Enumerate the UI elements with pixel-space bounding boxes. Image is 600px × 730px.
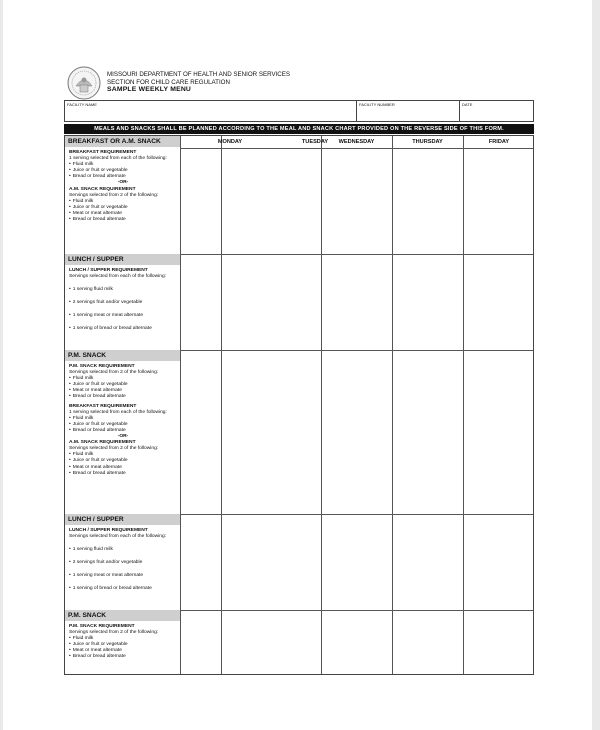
requirement-title: BREAKFAST REQUIREMENT <box>69 403 137 409</box>
section-heading: LUNCH / SUPPER <box>65 514 180 525</box>
section-breakfast-am-snack <box>65 136 180 254</box>
section-lunch-supper <box>65 254 180 350</box>
instruction-banner: MEALS AND SNACKS SHALL BE PLANNED ACCORDING TO THE MEAL AND SNACK CHART PROVIDED ON THE REVERSE SIDE OF THIS FORM. <box>64 124 534 134</box>
section-heading: P.M. SNACK <box>65 610 180 621</box>
section-heading: P.M. SNACK <box>65 350 180 361</box>
requirement-title: LUNCH / SUPPER REQUIREMENT <box>69 528 148 533</box>
list-item: • 2 servings fruit and/or vegetable <box>69 560 177 566</box>
or-separator: -OR- <box>117 434 129 440</box>
day-header-friday: FRIDAY <box>488 139 510 145</box>
section-heading: BREAKFAST OR A.M. SNACK <box>65 136 180 147</box>
requirement-title: P.M. SNACK REQUIREMENT <box>69 364 135 369</box>
requirement-text: Servings selected from each of the following: <box>69 534 167 540</box>
state-seal-icon <box>67 66 101 100</box>
department-name: MISSOURI DEPARTMENT OF HEALTH AND SENIOR SERVICES <box>107 71 291 78</box>
facility-number-label: FACILITY NUMBER <box>359 102 395 107</box>
list-item: • Fluid milk <box>69 452 177 458</box>
list-item: • Juice or fruit or vegetable <box>69 422 177 428</box>
list-item: • Bread or bread alternate <box>69 174 177 180</box>
list-item: • Bread or bread alternate <box>69 217 177 223</box>
list-item: • Meat or meat alternate <box>69 211 177 217</box>
grid-divider <box>392 136 393 674</box>
list-item: • Bread or bread alternate <box>69 428 177 434</box>
list-item: • Meat or meat alternate <box>69 388 177 394</box>
grid-divider <box>180 136 181 674</box>
date-label: DATE <box>462 102 473 107</box>
day-header-thursday: THURSDAY <box>412 139 443 145</box>
menu-form-page <box>3 0 592 730</box>
facility-number-field[interactable] <box>357 101 460 121</box>
requirement-text: 1 serving selected from each of the following: <box>69 156 167 162</box>
grid-divider <box>321 136 322 674</box>
section-pm-snack <box>65 350 180 514</box>
list-item: • Fluid milk <box>69 199 177 205</box>
day-header-wednesday: WEDNESDAY <box>338 139 375 145</box>
facility-info-row <box>64 100 534 122</box>
requirement-title: P.M. SNACK REQUIREMENT <box>69 624 135 629</box>
date-field[interactable] <box>460 101 535 121</box>
list-item: • 1 serving of bread or bread alternate <box>69 326 177 332</box>
page-title: SAMPLE WEEKLY MENU <box>107 86 192 94</box>
list-item: • Juice or fruit or vegetable <box>69 642 177 648</box>
form-header <box>107 71 290 94</box>
list-item: • 1 serving of bread or bread alternate <box>69 586 177 592</box>
day-header-monday: MONDAY <box>217 139 243 145</box>
list-item: • Bread or bread alternate <box>69 654 177 660</box>
requirement-title: A.M. SNACK REQUIREMENT <box>69 440 136 446</box>
list-item: • 1 serving fluid milk <box>69 547 177 553</box>
or-separator: -OR- <box>117 180 129 186</box>
list-item: • 2 servings fruit and/or vegetable <box>69 300 177 306</box>
list-item: • 1 serving fluid milk <box>69 287 177 293</box>
requirement-title: LUNCH / SUPPER REQUIREMENT <box>69 268 148 273</box>
list-item: • Bread or bread alternate <box>69 471 177 477</box>
section-heading: LUNCH / SUPPER <box>65 254 180 265</box>
list-item: • Juice or fruit or vegetable <box>69 458 177 464</box>
day-header-tuesday: TUESDAY <box>301 139 329 145</box>
requirement-title: A.M. SNACK REQUIREMENT <box>69 186 136 192</box>
list-item: • Fluid milk <box>69 416 177 422</box>
section-lunch-supper-2 <box>65 514 180 610</box>
list-item: • Juice or fruit or vegetable <box>69 205 177 211</box>
list-item: • 1 serving meat or meat alternate <box>69 313 177 319</box>
list-item: • Fluid milk <box>69 636 177 642</box>
list-item: • Fluid milk <box>69 162 177 168</box>
list-item: • Fluid milk <box>69 376 177 382</box>
section-pm-snack-2 <box>65 610 180 676</box>
section-name: SECTION FOR CHILD CARE REGULATION <box>107 78 230 86</box>
requirement-text: Servings selected from 2 of the following: <box>69 370 159 376</box>
list-item: • 1 serving meat or meat alternate <box>69 573 177 579</box>
facility-name-field[interactable] <box>65 101 357 121</box>
list-item: • Juice or fruit or vegetable <box>69 168 177 174</box>
facility-name-label: FACILITY NAME <box>67 102 97 107</box>
list-item: • Meat or meat alternate <box>69 465 177 471</box>
list-item: • Meat or meat alternate <box>69 648 177 654</box>
requirement-text: Servings selected from each of the following: <box>69 274 167 280</box>
grid-divider <box>221 136 222 674</box>
grid-divider <box>463 136 464 674</box>
requirement-text: Servings selected from 2 of the following: <box>69 446 159 452</box>
requirement-title: BREAKFAST REQUIREMENT <box>69 150 137 155</box>
menu-grid <box>64 135 534 675</box>
list-item: • Juice or fruit or vegetable <box>69 382 177 388</box>
requirement-text: Servings selected from 2 of the following: <box>69 630 159 636</box>
requirement-text: Servings selected from 2 of the following: <box>69 192 159 198</box>
requirement-text: 1 serving selected from each of the following: <box>69 409 167 415</box>
grid-divider <box>180 148 533 149</box>
list-item: • Bread or bread alternate <box>69 394 177 400</box>
